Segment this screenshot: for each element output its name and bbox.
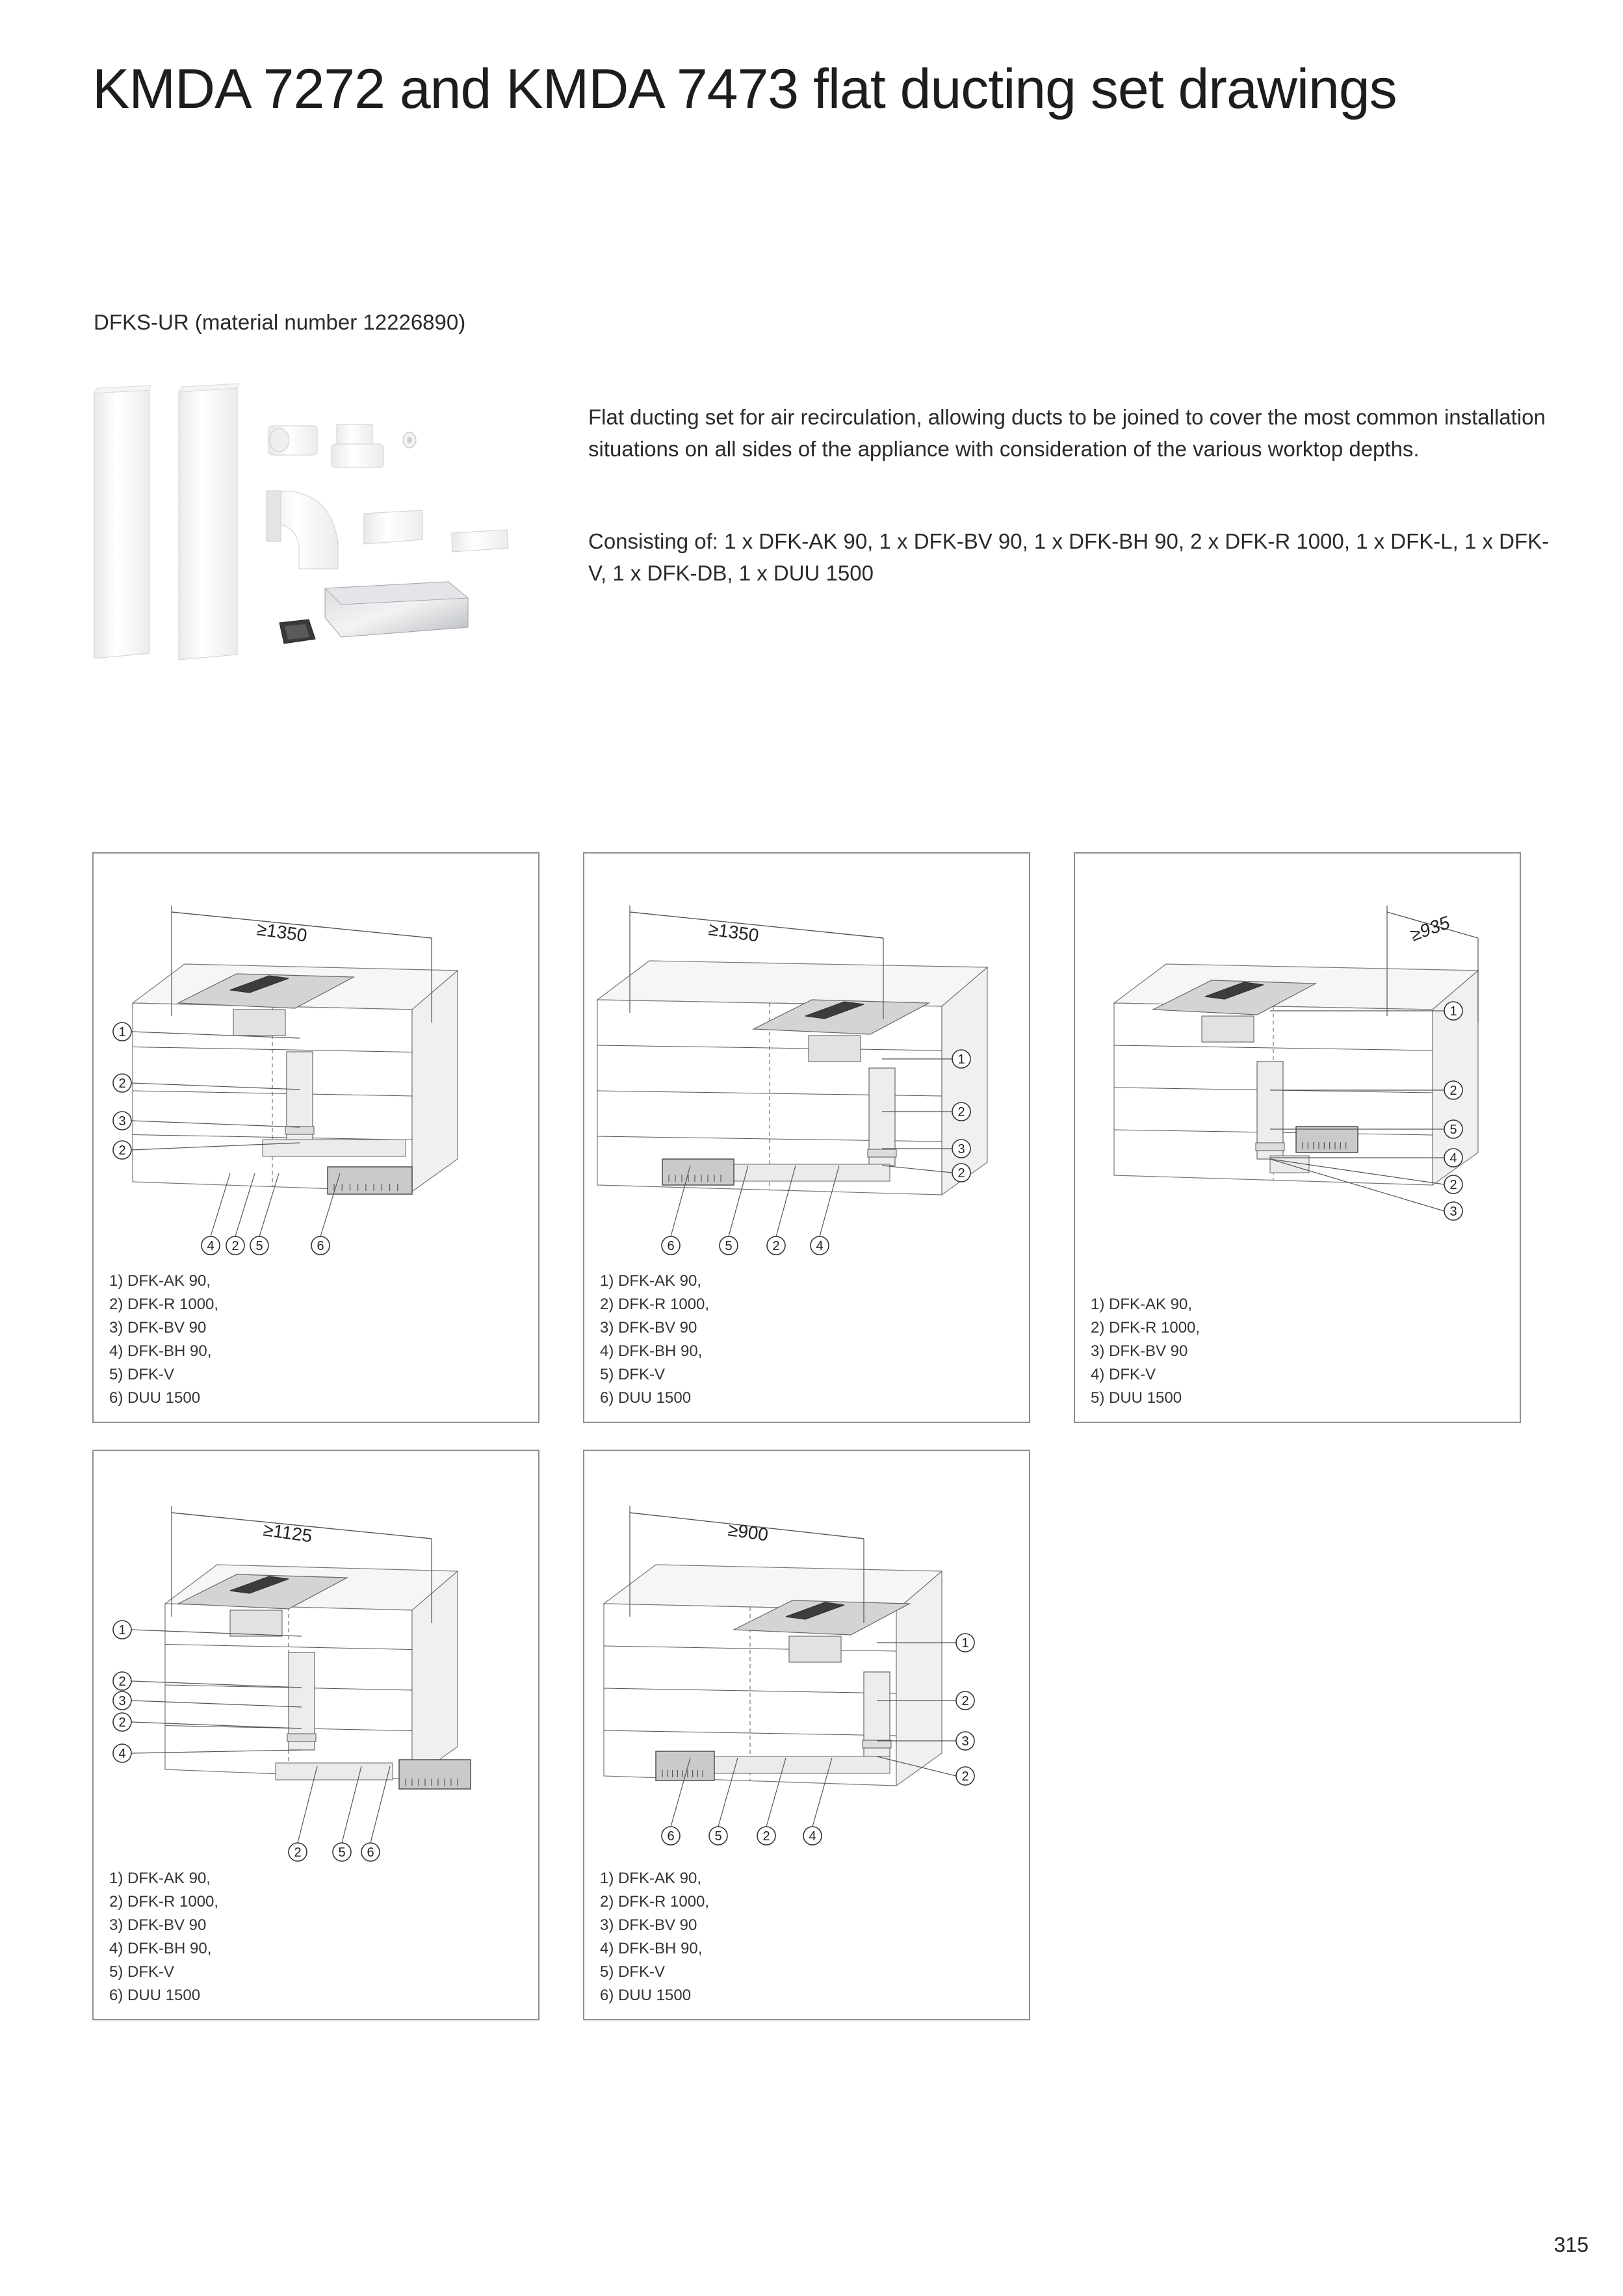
legend-item: 5) DFK-V	[109, 1963, 175, 1981]
dimension-value: ≥1350	[255, 919, 309, 946]
t-connector	[331, 424, 383, 467]
callout-4	[201, 1173, 230, 1255]
callout-number: 5	[255, 1239, 263, 1253]
callout-number: 2	[118, 1143, 126, 1158]
bend-connector	[868, 1149, 896, 1157]
legend-item: 1) DFK-AK 90,	[109, 1272, 211, 1290]
callout-number: 5	[725, 1239, 733, 1253]
legend-item: 1) DFK-AK 90,	[600, 1272, 702, 1290]
callout-number: 2	[961, 1694, 969, 1708]
bend-connector	[287, 1734, 316, 1742]
callout-number: 2	[772, 1239, 780, 1253]
legend-item: 4) DFK-V	[1091, 1366, 1156, 1383]
legend-item: 1) DFK-AK 90,	[1091, 1296, 1193, 1313]
recirculation-box	[328, 1167, 412, 1194]
legend-item: 2) DFK-R 1000,	[109, 1296, 219, 1313]
drawing-panel-3	[1074, 852, 1521, 1423]
cabinet-side	[942, 967, 987, 1195]
callout-number: 5	[1449, 1123, 1457, 1137]
kitchen-cabinet	[597, 961, 987, 1195]
callout-number: 4	[1449, 1151, 1457, 1166]
callout-number: 1	[118, 1025, 126, 1039]
drawing-panel-5	[583, 1450, 1030, 2020]
callout-number: 3	[957, 1142, 965, 1156]
hob-fan-housing	[233, 1010, 285, 1036]
legend	[600, 1270, 709, 1410]
callout-number: 2	[294, 1846, 302, 1860]
callout-5	[333, 1766, 361, 1861]
dimension-value: ≥1125	[262, 1519, 314, 1546]
recirculation-box	[662, 1159, 734, 1185]
hob-fan-housing	[789, 1636, 841, 1662]
legend	[109, 1867, 218, 2007]
legend-item: 3) DFK-BV 90	[600, 1916, 697, 1934]
hob-fan-housing	[230, 1610, 282, 1636]
bend-piece	[266, 491, 338, 569]
horizontal-duct	[276, 1763, 393, 1780]
product-description: Flat ducting set for air recirculation, allowing ducts to be joined to cover the most common installation situations on all sides of the appliance with consideration of the various worktop depths.	[588, 405, 1546, 461]
legend-item: 4) DFK-BH 90,	[600, 1940, 703, 1957]
cabinet-side	[412, 971, 458, 1192]
legend-item: 5) DFK-V	[600, 1366, 666, 1383]
callout-number: 2	[1449, 1178, 1457, 1192]
recirculation-box	[1296, 1127, 1358, 1153]
callout-number: 2	[118, 1076, 126, 1091]
callout-number: 5	[714, 1829, 722, 1844]
legend-item: 5) DFK-V	[109, 1366, 175, 1383]
small-connector	[452, 530, 508, 552]
callout-number: 2	[231, 1239, 239, 1253]
legend-item: 6) DUU 1500	[109, 1987, 201, 2004]
legend-item: 5) DUU 1500	[1091, 1389, 1182, 1407]
legend-item: 5) DFK-V	[600, 1963, 666, 1981]
legend-item: 2) DFK-R 1000,	[1091, 1319, 1201, 1337]
callout-number: 1	[957, 1052, 965, 1067]
callout-number: 1	[1449, 1004, 1457, 1019]
recirculation-box	[399, 1760, 471, 1789]
filter-cartridge	[279, 620, 315, 644]
legend	[109, 1270, 218, 1410]
callout-number: 2	[1449, 1084, 1457, 1098]
callout-number: 3	[118, 1694, 126, 1708]
hob-fan-housing	[809, 1036, 861, 1062]
flat-box	[364, 510, 422, 544]
page-title: KMDA 7272 and KMDA 7473 flat ducting set drawings	[92, 58, 1397, 120]
callout-number: 2	[957, 1166, 965, 1181]
callout-number: 1	[961, 1636, 969, 1650]
legend-item: 3) DFK-BV 90	[600, 1319, 697, 1337]
callout-2	[289, 1766, 317, 1861]
legend	[600, 1867, 709, 2007]
callout-number: 2	[762, 1829, 770, 1844]
legend-item: 3) DFK-BV 90	[1091, 1342, 1188, 1360]
callout-number: 3	[961, 1734, 969, 1749]
dimension-value: ≥935	[1407, 912, 1453, 945]
callout-number: 2	[957, 1105, 965, 1119]
callout-number: 1	[118, 1623, 126, 1637]
callout-number: 3	[1449, 1205, 1457, 1219]
legend	[1091, 1293, 1200, 1410]
callout-number: 6	[367, 1846, 374, 1860]
hob-fan-housing	[1202, 1016, 1254, 1042]
callout-number: 3	[118, 1114, 126, 1128]
callout-number: 4	[809, 1829, 816, 1844]
legend-item: 3) DFK-BV 90	[109, 1916, 207, 1934]
callout-number: 4	[118, 1747, 126, 1761]
round-cap	[403, 432, 416, 448]
callout-number: 4	[207, 1239, 214, 1253]
legend-item: 6) DUU 1500	[109, 1389, 201, 1407]
bend-connector	[285, 1127, 314, 1134]
recirculation-box	[325, 582, 468, 637]
product-heading: DFKS-UR (material number 12226890)	[94, 310, 466, 334]
product-contents: Consisting of: 1 x DFK-AK 90, 1 x DFK-BV 90, 1 x DFK-BH 90, 2 x DFK-R 1000, 1 x DFK-L, 1 x DFK-V, 1 x DFK-DB, 1 x DUU 1500	[588, 529, 1550, 585]
dimension-value: ≥1350	[707, 919, 760, 946]
horizontal-duct	[263, 1140, 406, 1156]
duct-pipe-1	[94, 385, 151, 659]
product-photo	[84, 374, 539, 679]
legend-item: 2) DFK-R 1000,	[600, 1893, 710, 1911]
legend-item: 2) DFK-R 1000,	[600, 1296, 710, 1313]
drawing-panel-1	[92, 852, 539, 1423]
legend-item: 4) DFK-BH 90,	[600, 1342, 703, 1360]
adapter-piece	[268, 426, 317, 455]
kitchen-cabinet	[604, 1565, 942, 1786]
drawing-panel-4	[92, 1450, 539, 2020]
callout-number: 6	[667, 1239, 675, 1253]
bend-connector	[863, 1740, 891, 1748]
callout-number: 6	[317, 1239, 324, 1253]
callout-number: 2	[118, 1675, 126, 1689]
duct-pipe-2	[179, 384, 239, 660]
legend-item: 1) DFK-AK 90,	[109, 1870, 211, 1887]
legend-item: 6) DUU 1500	[600, 1389, 692, 1407]
legend-item: 4) DFK-BH 90,	[109, 1940, 212, 1957]
legend-item: 3) DFK-BV 90	[109, 1319, 207, 1337]
legend-item: 6) DUU 1500	[600, 1987, 692, 2004]
page-number: 315	[1553, 2233, 1589, 2256]
callout-number: 6	[667, 1829, 675, 1844]
legend-item: 1) DFK-AK 90,	[600, 1870, 702, 1887]
dimension-value: ≥900	[727, 1519, 770, 1545]
worktop	[597, 961, 987, 1006]
callout-6	[361, 1766, 390, 1861]
legend-item: 4) DFK-BH 90,	[109, 1342, 212, 1360]
drawing-panel-2	[583, 852, 1030, 1423]
callout-number: 4	[816, 1239, 824, 1253]
callout-number: 2	[118, 1715, 126, 1730]
callout-number: 5	[338, 1846, 346, 1860]
legend-item: 2) DFK-R 1000,	[109, 1893, 219, 1911]
bend-connector	[1256, 1143, 1284, 1151]
callout-number: 2	[961, 1769, 969, 1784]
